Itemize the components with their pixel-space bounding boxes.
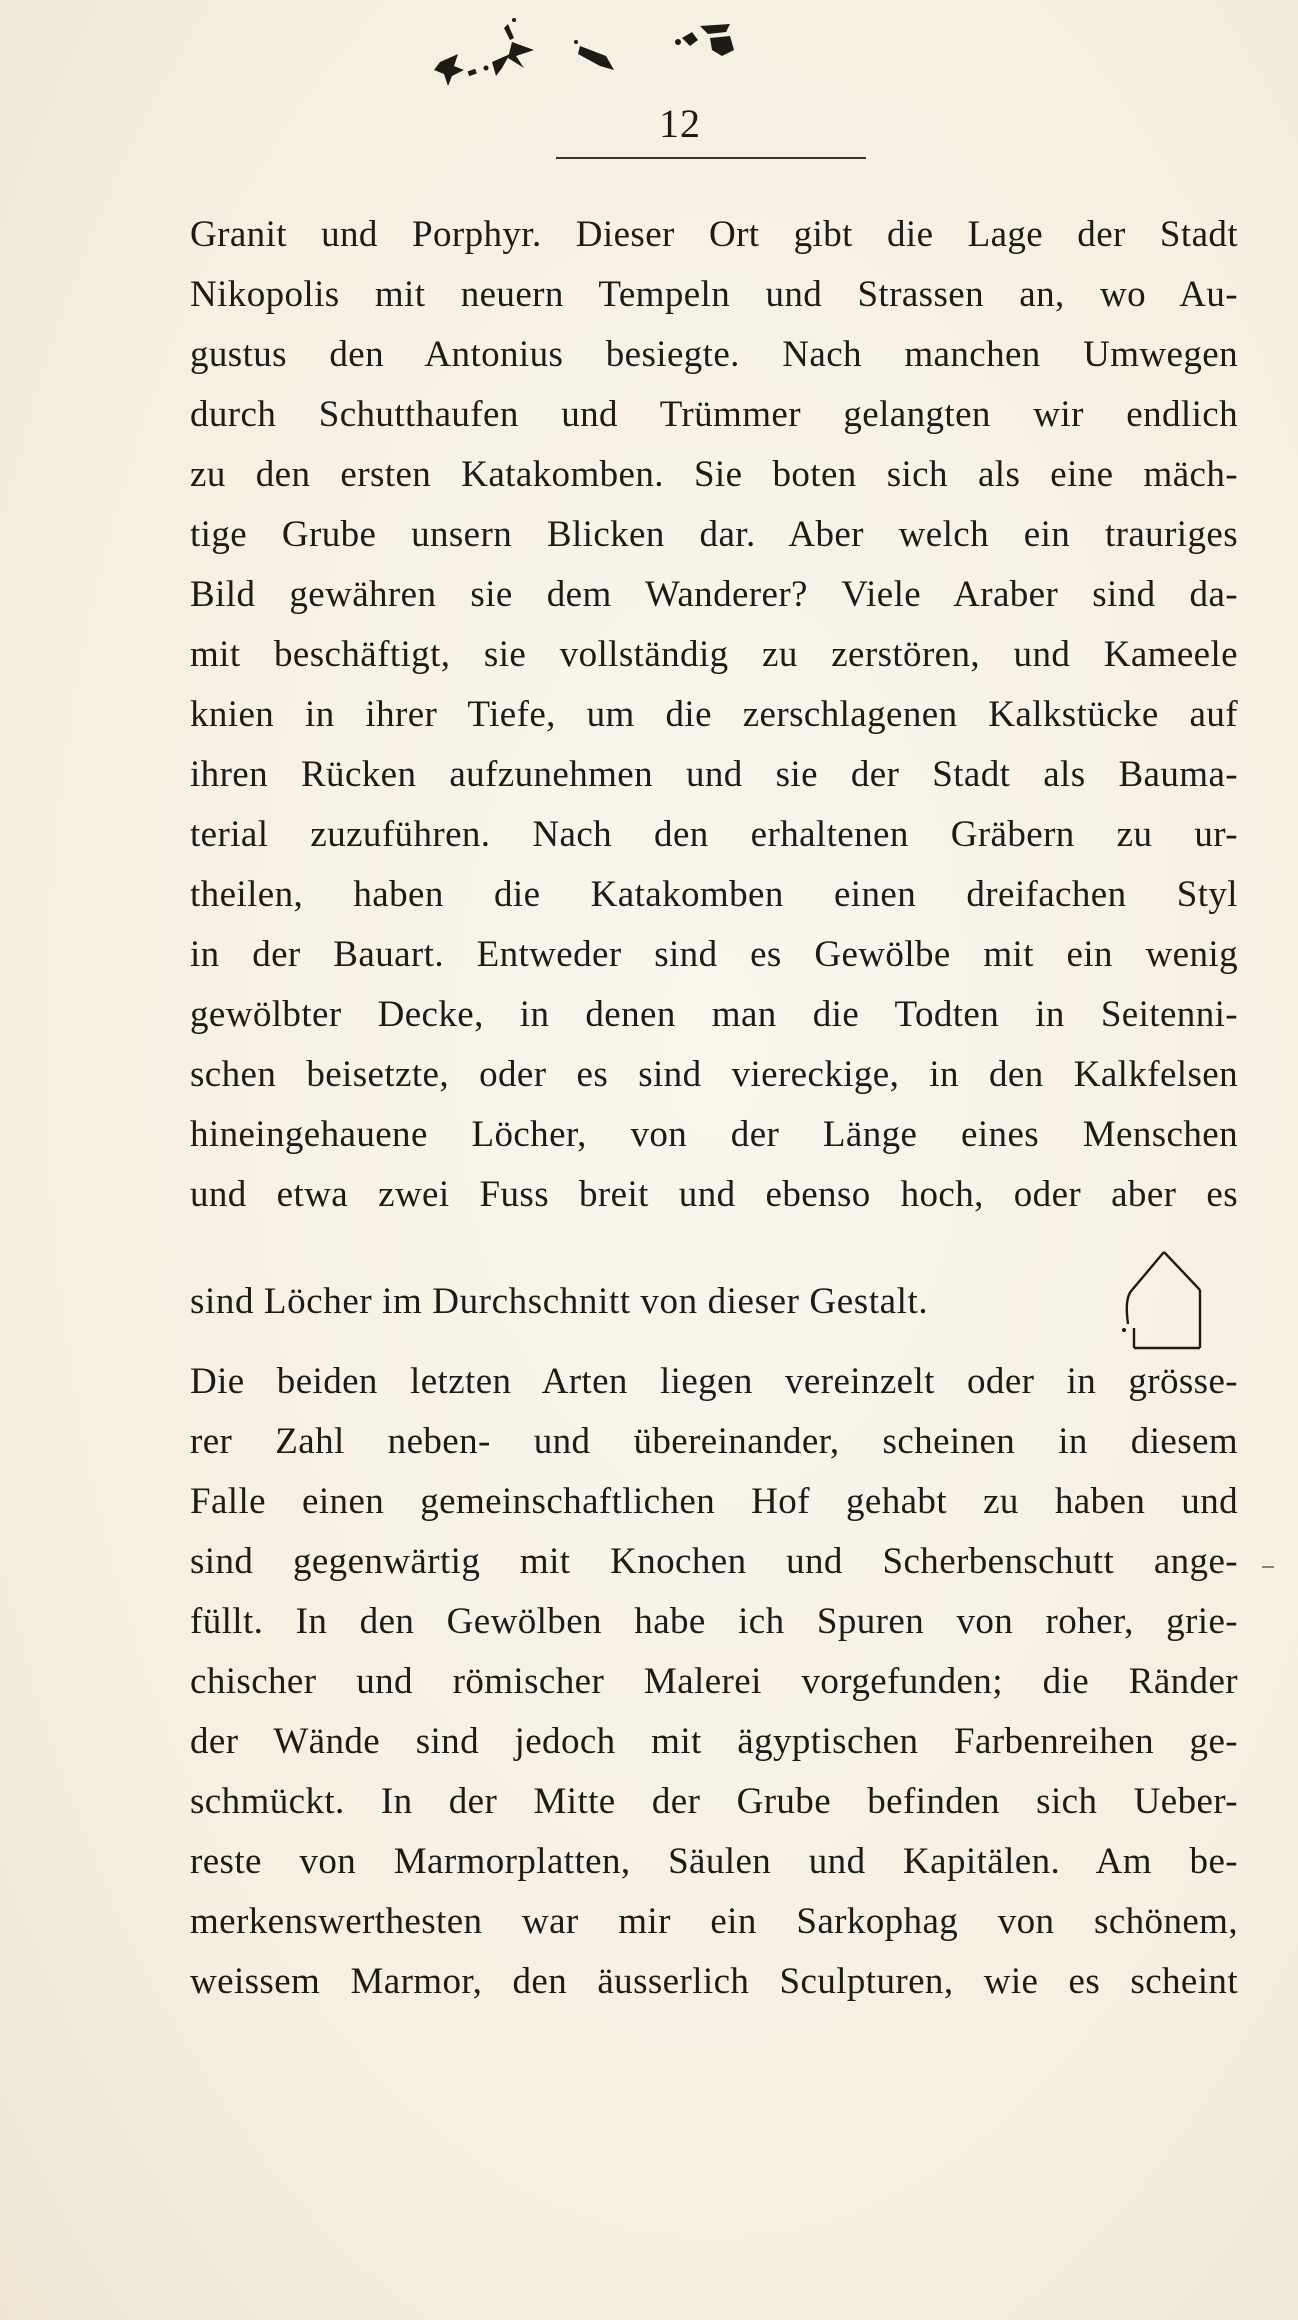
text-line: Nikopolis mit neuern Tempeln und Strassen an, wo Au-	[190, 274, 1238, 315]
text-line: terial zuzuführen. Nach den erhaltenen Gräbern zu ur-	[190, 814, 1238, 855]
text-line: weissem Marmor, den äusserlich Sculpturen, wie es scheint	[190, 1961, 1238, 2002]
text-line: theilen, haben die Katakomben einen dreifachen Styl	[190, 874, 1238, 915]
text-line: Bild gewähren sie dem Wanderer? Viele Araber sind da-	[190, 574, 1238, 615]
text-line: ihren Rücken aufzunehmen und sie der Stadt als Bauma-	[190, 754, 1238, 795]
text-line: chischer und römischer Malerei vorgefunden; die Ränder	[190, 1661, 1238, 1702]
printers-ornament-icon	[430, 10, 930, 90]
text-line: füllt. In den Gewölben habe ich Spuren von roher, grie-	[190, 1601, 1238, 1642]
text-line: sind gegenwärtig mit Knochen und Scherbenschutt ange-	[190, 1541, 1238, 1582]
text-line: Granit und Porphyr. Dieser Ort gibt die Lage der Stadt	[190, 214, 1238, 255]
text-line: tige Grube unsern Blicken dar. Aber welch ein trauriges	[190, 514, 1238, 555]
text-line: gustus den Antonius besiegte. Nach manchen Umwegen	[190, 334, 1238, 375]
text-line: schmückt. In der Mitte der Grube befinden sich Ueber-	[190, 1781, 1238, 1822]
text-line: und etwa zwei Fuss breit und ebenso hoch, oder aber es	[190, 1174, 1238, 1215]
text-block-upper	[190, 205, 1238, 1225]
tomb-cross-section-icon	[1120, 1248, 1210, 1358]
text-line: der Wände sind jedoch mit ägyptischen Farbenreihen ge-	[190, 1721, 1238, 1762]
margin-mark	[1262, 1566, 1274, 1568]
text-line: durch Schutthaufen und Trümmer gelangten wir endlich	[190, 394, 1238, 435]
text-line: Die beiden letzten Arten liegen vereinzelt oder in grösse-	[190, 1361, 1238, 1402]
text-line: knien in ihrer Tiefe, um die zerschlagenen Kalkstücke auf	[190, 694, 1238, 735]
text-line: gewölbter Decke, in denen man die Todten in Seitenni-	[190, 994, 1238, 1035]
text-line: in der Bauart. Entweder sind es Gewölbe mit ein wenig	[190, 934, 1238, 975]
text-line: reste von Marmorplatten, Säulen und Kapitälen. Am be-	[190, 1841, 1238, 1882]
text-line: rer Zahl neben- und übereinander, scheinen in diesem	[190, 1421, 1238, 1462]
text-line: mit beschäftigt, sie vollständig zu zerstören, und Kameele	[190, 634, 1238, 675]
text-line: schen beisetzte, oder es sind viereckige, in den Kalkfelsen	[190, 1054, 1238, 1095]
text-block-lower	[190, 1352, 1238, 2012]
page-number: 12	[659, 101, 701, 146]
text-line: zu den ersten Katakomben. Sie boten sich als eine mäch-	[190, 454, 1238, 495]
text-line: hineingehauene Löcher, von der Länge eines Menschen	[190, 1114, 1238, 1155]
header-rule	[556, 157, 866, 159]
text-line: merkenswerthesten war mir ein Sarkophag von schönem,	[190, 1901, 1238, 1942]
figure-line-row	[190, 1248, 1238, 1358]
figure-caption-line: sind Löcher im Durchschnitt von dieser Gestalt.	[190, 1281, 929, 1322]
text-line: Falle einen gemeinschaftlichen Hof gehabt zu haben und	[190, 1481, 1238, 1522]
